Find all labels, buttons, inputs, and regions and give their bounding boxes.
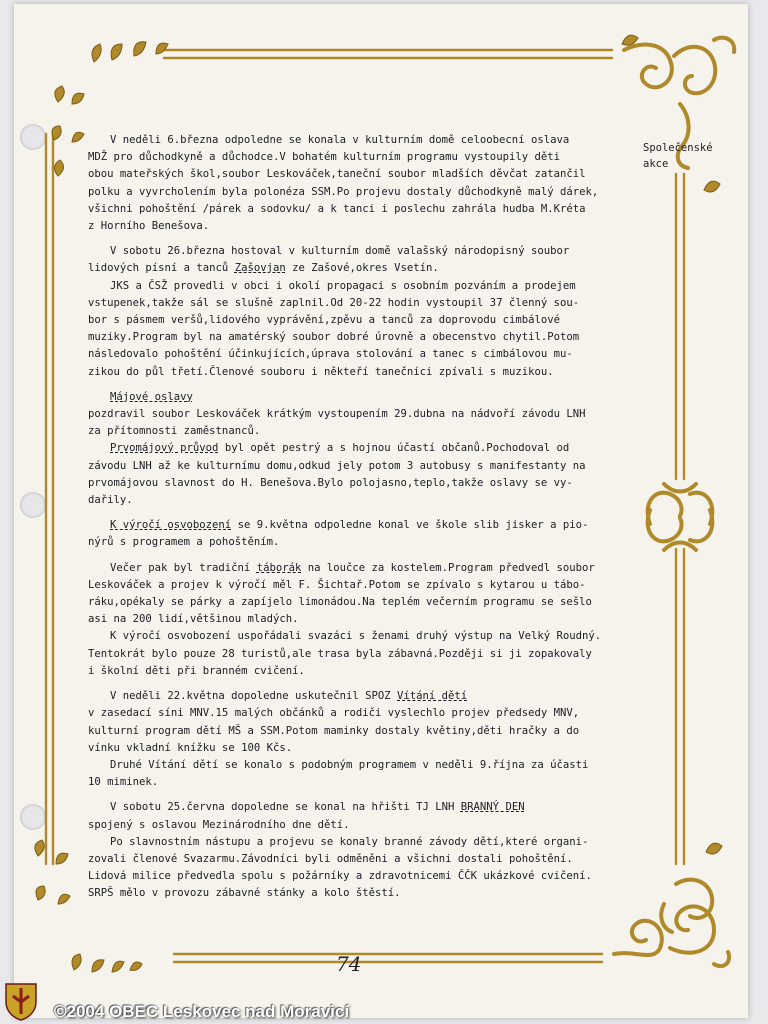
text-segment: byl opět pestrý a s hojnou účastí občanů.Pochodoval od (218, 442, 570, 455)
document-page (14, 4, 748, 1018)
text-segment: následovalo pohoštění účinkujících,úprava stolování a tanec s cimbálovou mu- (88, 348, 573, 361)
text-segment: V neděli 22.května dopoledne uskutečnil SPOZ (110, 690, 398, 703)
text-segment: zovali členové Svazarmu.Závodníci byli odměněni a všichni dostali pohoštění. (88, 852, 573, 865)
paragraph (88, 834, 648, 903)
text-segment: polku a vyvrcholením byla polonéza SSM.Po projevu dostaly důchodkyně malý dárek, (88, 185, 599, 198)
text-segment: obou mateřských škol,soubor Leskováček,taneční soubor mladších děvčat zatančil (88, 168, 586, 181)
paragraph (88, 440, 648, 509)
paragraph (88, 757, 648, 791)
text-line (88, 425, 260, 437)
text-line (88, 776, 158, 788)
text-segment: vínku vkladní knížku se 100 Kčs. (88, 741, 293, 754)
text-line (88, 408, 585, 420)
paragraph (88, 799, 648, 833)
text-line (88, 596, 592, 608)
text-line (88, 665, 305, 677)
paragraph (88, 243, 648, 277)
text-line (88, 151, 560, 163)
paragraph (88, 132, 648, 235)
text-segment: Lidová milice předvedla spolu s požárníky a zdravotnicemi ČČK ukázkové cvičení. (88, 870, 592, 883)
paragraph (88, 406, 648, 440)
text-segment: JKS a ČSŽ provedli v obci i okolí propagaci s osobním pozváním a prodejem (110, 279, 576, 292)
municipal-crest-icon (4, 982, 38, 1022)
text-line (88, 759, 588, 771)
text-line (88, 725, 579, 737)
text-segment: Večer pak byl tradiční (110, 561, 257, 574)
text-segment: pozdravil soubor Leskováček krátkým vystoupením 29.dubna na nádvoří závodu LNH (88, 408, 586, 421)
text-segment: dařily. (88, 494, 133, 507)
text-line (88, 870, 592, 882)
text-segment: Druhé Vítání dětí se konalo s podobným programem v neděli 9.října za účasti (110, 758, 589, 771)
text-segment: v zasedací síni MNV.15 malých občánků a rodiči vyslechlo projev předsedy MNV, (88, 707, 580, 720)
text-line (88, 297, 579, 309)
text-segment: V sobotu 26.března hostoval v kulturním domě valašský národopisný soubor (110, 245, 570, 258)
text-line (88, 477, 573, 489)
text-segment: bor s pásmem veršů,lidového vyprávění,zpěvu a tanců za doprovodu cimbálové (88, 314, 560, 327)
text-segment: K výročí osvobození uspořádali svazáci s ženami druhý výstup na Velký Roudný. (110, 630, 602, 643)
underlined-heading: Vítání dětí (397, 690, 468, 703)
text-line (88, 853, 573, 865)
underlined-heading: táborák (256, 561, 302, 574)
text-segment: SRPŠ mělo v provozu zábavné stánky a kolo štěstí. (88, 887, 401, 900)
text-segment: lidových písní a tanců (88, 262, 235, 275)
underlined-heading: K výročí osvobození (110, 519, 232, 532)
text-line (88, 801, 525, 813)
paragraph (88, 278, 648, 381)
text-line (88, 348, 573, 360)
text-line (88, 836, 588, 848)
text-line (88, 220, 209, 232)
text-line (88, 314, 560, 326)
text-segment: MDŽ pro důchodkyně a důchodce.V bohatém kulturním programu vystoupily děti (88, 151, 560, 164)
text-segment: z Horního Benešova. (88, 220, 210, 233)
text-line (88, 262, 439, 274)
text-segment: V neděli 6.března odpoledne se konala v kulturním domě celoobecní oslava (110, 134, 570, 146)
paragraph (88, 517, 648, 551)
text-segment: Po slavnostním nástupu a projevu se konaly branné závody dětí,které organi- (110, 835, 589, 848)
text-line (88, 168, 585, 180)
paragraph (88, 389, 648, 406)
text-line (88, 648, 592, 660)
text-line (88, 887, 401, 899)
text-line (88, 707, 579, 719)
text-segment: 10 miminek. (88, 776, 159, 789)
text-segment: Tentokrát bylo pouze 28 turistů,ale trasa byla zábavná.Později si ji zopakovaly (88, 647, 592, 660)
text-segment: kulturní program dětí MŠ a SSM.Potom maminky dostaly květiny,děti hračky a do (88, 724, 580, 737)
text-segment: asi na 200 lidí,většinou mladých. (88, 613, 299, 626)
text-segment: za přítomnosti zaměstnanců. (88, 425, 261, 438)
underlined-heading: BRANNÝ DEN (460, 801, 525, 814)
text-segment: se 9.května odpoledne konal ve škole slib jisker a pio- (231, 519, 589, 532)
text-line (88, 562, 595, 574)
text-segment: ráku,opékaly se párky a zapíjelo limonádou.Na teplém večerním programu se sešlo (88, 596, 592, 609)
text-line (88, 331, 579, 343)
text-line (88, 366, 554, 378)
text-segment: spojený s oslavou Mezinárodního dne dětí. (88, 818, 350, 831)
text-segment: nýrů s programem a pohoštěním. (88, 536, 280, 549)
text-segment: všichni pohoštění /párek a sodovku/ a k tanci i poslechu zahrála hudba M.Kréta (88, 202, 586, 215)
text-line (88, 203, 585, 215)
text-line (88, 742, 292, 754)
side-note: Společenské akce (643, 142, 713, 170)
underlined-heading: Májové oslavy (110, 390, 193, 403)
text-line (88, 280, 576, 292)
text-line (88, 690, 467, 702)
typed-text-body (88, 132, 648, 911)
text-line (88, 613, 298, 625)
underlined-heading: Zašovjan (234, 262, 286, 275)
text-segment: na loučce za kostelem.Program předvedl soubor (301, 561, 595, 574)
text-segment: zikou do půl třetí.Členové souboru i někteří tanečníci zpívali s muzikou. (88, 365, 554, 378)
text-line (88, 494, 133, 506)
text-line (88, 442, 569, 454)
page-number: 74 (336, 952, 362, 976)
text-segment: V sobotu 25.června dopoledne se konal na hřišti TJ LNH (110, 801, 461, 814)
text-line (88, 245, 569, 257)
text-line (88, 391, 193, 403)
underlined-heading: Prvomájový průvod (110, 442, 219, 455)
paragraph (88, 628, 648, 680)
text-segment: Leskováček a projev k výročí měl F. Šichtař.Potom se zpívalo s kytarou u tábo- (88, 578, 586, 591)
paragraph (88, 688, 648, 757)
text-line (88, 819, 350, 831)
text-line (88, 536, 279, 548)
text-line (88, 519, 588, 531)
text-line (88, 460, 585, 472)
text-segment: vstupenek,takže sál se slušně zaplnil.Od 20-22 hodin vystoupil 37 členný sou- (88, 296, 580, 309)
text-line (88, 134, 569, 146)
copyright-watermark: ©2004 OBEC Leskovec nad Moravicí (54, 1002, 350, 1021)
paragraph (88, 560, 648, 629)
text-segment: ze Zašové,okres Vsetín. (285, 262, 439, 275)
text-line (88, 579, 585, 591)
text-segment: závodu LNH až ke kulturnímu domu,odkud jely potom 3 autobusy s manifestanty na (88, 459, 586, 472)
text-segment: prvomájovou slavnost do H. Benešova.Bylo polojasno,teplo,takže oslavy se vy- (88, 476, 573, 489)
text-line (88, 186, 598, 198)
text-segment: i školní děti při branném cvičení. (88, 664, 305, 677)
text-segment: muziky.Program byl na amatérský soubor dobré úrovně a obecenstvo chytil.Potom (88, 331, 580, 344)
text-line (88, 630, 601, 642)
